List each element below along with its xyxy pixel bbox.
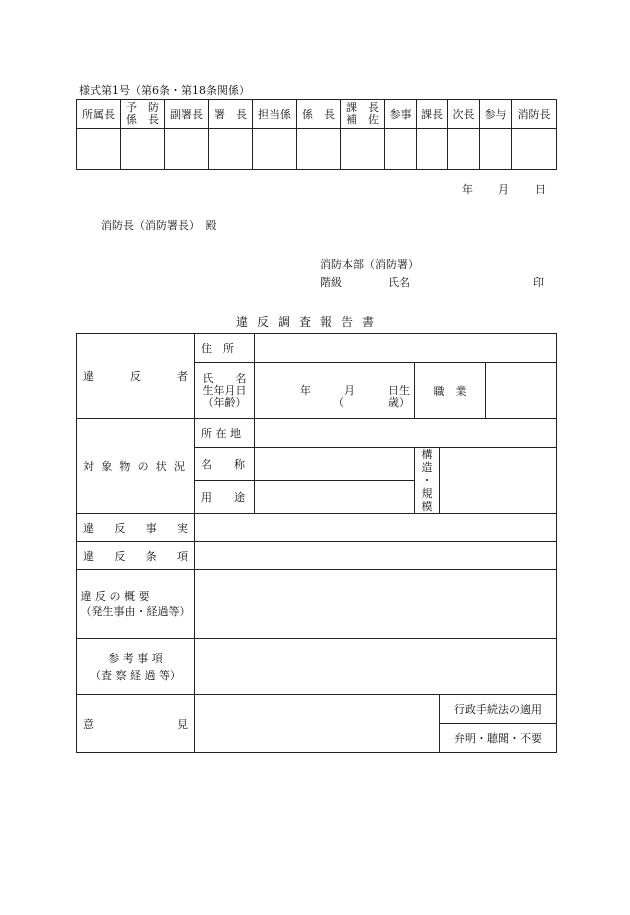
approval-header-kacho-hosa: 課 長 補 佐 [341, 100, 385, 129]
reference-label: 参 考 事 項 （査 察 経 過 等） [77, 639, 195, 695]
opinion-field[interactable] [195, 695, 440, 753]
approval-header-shozokucho: 所属長 [77, 100, 121, 129]
birth-date-text: 年 月 日生 [300, 383, 410, 397]
sender-org: 消防本部（消防署） [320, 258, 419, 271]
violation-summary-label: 違 反 の 概 要 （発生事由・経過等） [77, 570, 195, 639]
occupation-label: 職 業 [415, 363, 486, 419]
approval-header-sanyo: 参与 [480, 100, 512, 129]
reference-field[interactable] [195, 639, 557, 695]
date-day: 日 [535, 183, 546, 196]
name-birthdate-label: 氏 名 生年月日 （年齢） [195, 363, 255, 419]
address-label: 住 所 [195, 334, 255, 363]
date-month: 月 [498, 183, 509, 196]
stamp-box[interactable] [341, 129, 385, 170]
facility-name-label: 名 称 [195, 448, 255, 481]
stamp-box[interactable] [297, 129, 341, 170]
stamp-box[interactable] [77, 129, 121, 170]
use-field[interactable] [255, 481, 415, 514]
approval-header-shobocho: 消防長 [512, 100, 557, 129]
target-status-label: 対 象 物 の 状 況 [77, 419, 195, 514]
opinion-label: 意 見 [77, 695, 195, 753]
violation-articles-field[interactable] [195, 542, 557, 570]
age-text: （ 歳） [333, 395, 410, 409]
stamp-box[interactable] [121, 129, 165, 170]
occupation-field[interactable] [486, 363, 557, 419]
stamp-box[interactable] [385, 129, 417, 170]
approval-header-kacho: 課長 [417, 100, 448, 129]
approval-header-fukushocho: 副署長 [165, 100, 209, 129]
violation-summary-field[interactable] [195, 570, 557, 639]
admin-procedure-options[interactable]: 弁明・聴聞・不要 [440, 724, 557, 753]
use-label: 用 途 [195, 481, 255, 514]
violation-facts-field[interactable] [195, 514, 557, 542]
approval-header-sanji: 参事 [385, 100, 417, 129]
seal-mark: 印 [533, 276, 544, 289]
structure-scale-field[interactable] [440, 448, 557, 514]
location-field[interactable] [255, 419, 557, 448]
addressee: 消防長（消防署長） 殿 [101, 219, 217, 232]
violator-label: 違 反 者 [77, 334, 195, 419]
sender-name: 氏名 [388, 276, 410, 289]
facility-name-field[interactable] [255, 448, 415, 481]
approval-header-jicho: 次長 [448, 100, 480, 129]
form-label: 様式第1号（第6条・第18条関係） [79, 84, 250, 97]
admin-procedure-label: 行政手続法の適用 [440, 695, 557, 724]
address-field[interactable] [255, 334, 557, 363]
date-year: 年 [462, 183, 473, 196]
stamp-box[interactable] [209, 129, 253, 170]
stamp-box[interactable] [512, 129, 557, 170]
approval-stamp-table [76, 99, 557, 170]
approval-header-yobo-kakaricho: 予 防 係 長 [121, 100, 165, 129]
stamp-box[interactable] [253, 129, 297, 170]
structure-scale-label: 構 造 ・ 規 模 [415, 448, 440, 514]
violation-report-table [76, 333, 557, 753]
location-label: 所 在 地 [195, 419, 255, 448]
stamp-box[interactable] [448, 129, 480, 170]
sender-rank: 階級 [320, 276, 342, 289]
approval-header-shocho: 署 長 [209, 100, 253, 129]
violation-articles-label: 違 反 条 項 [77, 542, 195, 570]
stamp-box[interactable] [480, 129, 512, 170]
violation-facts-label: 違 反 事 実 [77, 514, 195, 542]
approval-header-kakaricho: 係 長 [297, 100, 341, 129]
stamp-box[interactable] [417, 129, 448, 170]
stamp-box[interactable] [165, 129, 209, 170]
name-birthdate-field[interactable] [255, 363, 415, 419]
approval-header-tanto: 担当係 [253, 100, 297, 129]
document-title: 違反調査報告書 [236, 315, 384, 329]
